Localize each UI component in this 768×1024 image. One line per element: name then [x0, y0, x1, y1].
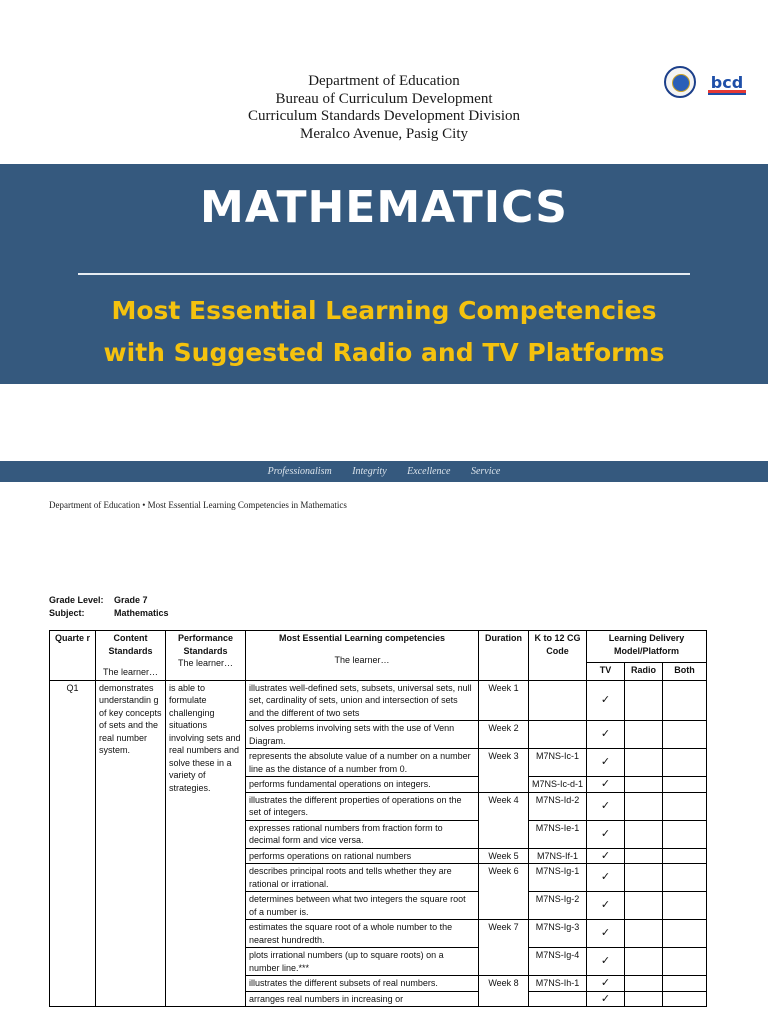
both-cell: [663, 721, 707, 749]
tv-check-icon: ✓: [587, 680, 625, 721]
header-content-standards: [96, 631, 166, 681]
melc-cell: describes principal roots and tells whether they are rational or irrational.: [246, 864, 479, 892]
org-line-division: Curriculum Standards Development Division: [247, 108, 521, 124]
code-cell: M7NS-Ie-1: [529, 820, 587, 848]
code-cell: M7NS-Ig-1: [529, 864, 587, 892]
tv-check-icon: ✓: [587, 991, 625, 1007]
radio-cell: [625, 948, 663, 976]
value-professionalism: Professionalism: [267, 466, 332, 477]
deped-seal-icon: [664, 66, 696, 98]
duration-cell: Week 7: [479, 920, 529, 976]
document-running-header: Department of Education • Most Essential Learning Competencies in Mathematics: [49, 500, 347, 510]
both-cell: [663, 864, 707, 892]
value-integrity: Integrity: [352, 466, 387, 477]
code-cell: M7NS-Ig-3: [529, 920, 587, 948]
duration-cell: Week 2: [479, 721, 529, 749]
tv-check-icon: ✓: [587, 920, 625, 948]
value-excellence: Excellence: [407, 466, 451, 477]
document-meta: [49, 594, 169, 620]
both-cell: [663, 792, 707, 820]
melc-cell: determines between what two integers the square root of a number is.: [246, 892, 479, 920]
tv-check-icon: ✓: [587, 976, 625, 992]
both-cell: [663, 991, 707, 1007]
melc-cell: plots irrational numbers (up to square roots) on a number line.***: [246, 948, 479, 976]
header-quarter: Quarte r: [50, 631, 96, 681]
radio-cell: [625, 920, 663, 948]
code-cell: [529, 721, 587, 749]
header-radio: Radio: [625, 662, 663, 680]
header-performance-standards: [166, 631, 246, 681]
both-cell: [663, 976, 707, 992]
melc-cell: performs operations on rational numbers: [246, 848, 479, 864]
radio-cell: [625, 892, 663, 920]
banner-subtitle: [0, 290, 768, 374]
code-cell: M7NS-Ih-1: [529, 976, 587, 992]
header-content-learner: The learner…: [102, 667, 159, 677]
duration-cell: Week 4: [479, 792, 529, 848]
tv-check-icon: ✓: [587, 948, 625, 976]
table-header-row: [50, 631, 707, 663]
tv-check-icon: ✓: [587, 792, 625, 820]
melc-cell: illustrates the different properties of operations on the set of integers.: [246, 792, 479, 820]
duration-cell: Week 8: [479, 976, 529, 1007]
banner-subtitle-line-1: Most Essential Learning Competencies: [111, 296, 657, 325]
header-melc: [246, 631, 479, 681]
radio-cell: [625, 820, 663, 848]
melc-table: [49, 630, 707, 1007]
melc-cell: solves problems involving sets with the use of Venn Diagram.: [246, 721, 479, 749]
banner-title: MATHEMATICS: [200, 182, 568, 233]
subject-label: Subject:: [49, 608, 85, 618]
header-tv: TV: [587, 662, 625, 680]
radio-cell: [625, 721, 663, 749]
table-row: [50, 680, 707, 721]
banner-subtitle-line-2: with Suggested Radio and TV Platforms: [103, 338, 665, 367]
header-content-standards-label: Content Standards: [108, 633, 153, 656]
tv-check-icon: ✓: [587, 721, 625, 749]
radio-cell: [625, 848, 663, 864]
code-cell: [529, 991, 587, 1007]
value-service: Service: [470, 466, 501, 477]
header-melc-learner: The learner…: [334, 654, 390, 665]
tv-check-icon: ✓: [587, 820, 625, 848]
header-performance-label: Performance Standards: [177, 633, 234, 656]
grade-level-value: Grade 7: [114, 595, 148, 605]
org-line-address: Meralco Avenue, Pasig City: [299, 125, 469, 142]
performance-standard-cell: is able to formulate challenging situations involving sets and real numbers and solve these in a variety of strategies.: [166, 680, 246, 1007]
duration-cell: Week 1: [479, 680, 529, 721]
both-cell: [663, 777, 707, 793]
tv-check-icon: ✓: [587, 848, 625, 864]
code-cell: M7NS-Ig-4: [529, 948, 587, 976]
melc-cell: illustrates the different subsets of real numbers.: [246, 976, 479, 992]
tv-check-icon: ✓: [587, 892, 625, 920]
duration-cell: Week 5: [479, 848, 529, 864]
both-cell: [663, 749, 707, 777]
subject-value: Mathematics: [114, 608, 169, 618]
both-cell: [663, 948, 707, 976]
radio-cell: [625, 991, 663, 1007]
melc-cell: estimates the square root of a whole number to the nearest hundredth.: [246, 920, 479, 948]
header-duration: Duration: [479, 631, 529, 681]
duration-cell: Week 6: [479, 864, 529, 920]
melc-cell: illustrates well-defined sets, subsets, universal sets, null set, cardinality of sets, union and intersection of sets and the different of two sets: [246, 680, 479, 721]
melc-cell: represents the absolute value of a number on a number line as the distance of a number from 0.: [246, 749, 479, 777]
svg-text:bcd: bcd: [710, 73, 744, 92]
tv-check-icon: ✓: [587, 777, 625, 793]
banner-divider: [78, 273, 690, 275]
radio-cell: [625, 680, 663, 721]
bcd-logo-icon: [708, 70, 746, 96]
header-melc-label: Most Essential Learning competencies: [278, 633, 446, 643]
code-cell: M7NS-If-1: [529, 848, 587, 864]
melc-cell: arranges real numbers in increasing or: [246, 991, 479, 1007]
radio-cell: [625, 976, 663, 992]
org-line-bureau: Bureau of Curriculum Development: [275, 90, 493, 107]
code-cell: M7NS-Ig-2: [529, 892, 587, 920]
duration-cell: Week 3: [479, 749, 529, 793]
header-cg-code: K to 12 CG Code: [529, 631, 587, 681]
tv-check-icon: ✓: [587, 749, 625, 777]
code-cell: M7NS-Ic-1: [529, 749, 587, 777]
melc-cell: expresses rational numbers from fraction form to decimal form and vice versa.: [246, 820, 479, 848]
radio-cell: [625, 864, 663, 892]
org-line-department: Department of Education: [308, 73, 460, 89]
code-cell: M7NS-Id-2: [529, 792, 587, 820]
header-performance-learner: The learner…: [177, 658, 234, 668]
code-cell: M7NS-Ic-d-1: [529, 777, 587, 793]
quarter-cell: Q1: [50, 680, 96, 1007]
both-cell: [663, 920, 707, 948]
grade-level-label: Grade Level:: [49, 595, 104, 605]
both-cell: [663, 820, 707, 848]
organization-block: [0, 73, 768, 143]
core-values-bar: [0, 461, 768, 482]
melc-cell: performs fundamental operations on integers.: [246, 777, 479, 793]
header-both: Both: [663, 662, 707, 680]
both-cell: [663, 848, 707, 864]
radio-cell: [625, 777, 663, 793]
both-cell: [663, 892, 707, 920]
tv-check-icon: ✓: [587, 864, 625, 892]
code-cell: [529, 680, 587, 721]
content-standard-cell: demonstrates understandin g of key concepts of sets and the real number system.: [96, 680, 166, 1007]
radio-cell: [625, 792, 663, 820]
header-learning-delivery: Learning Delivery Model/Platform: [587, 631, 707, 663]
radio-cell: [625, 749, 663, 777]
both-cell: [663, 680, 707, 721]
page-header: [0, 0, 768, 164]
